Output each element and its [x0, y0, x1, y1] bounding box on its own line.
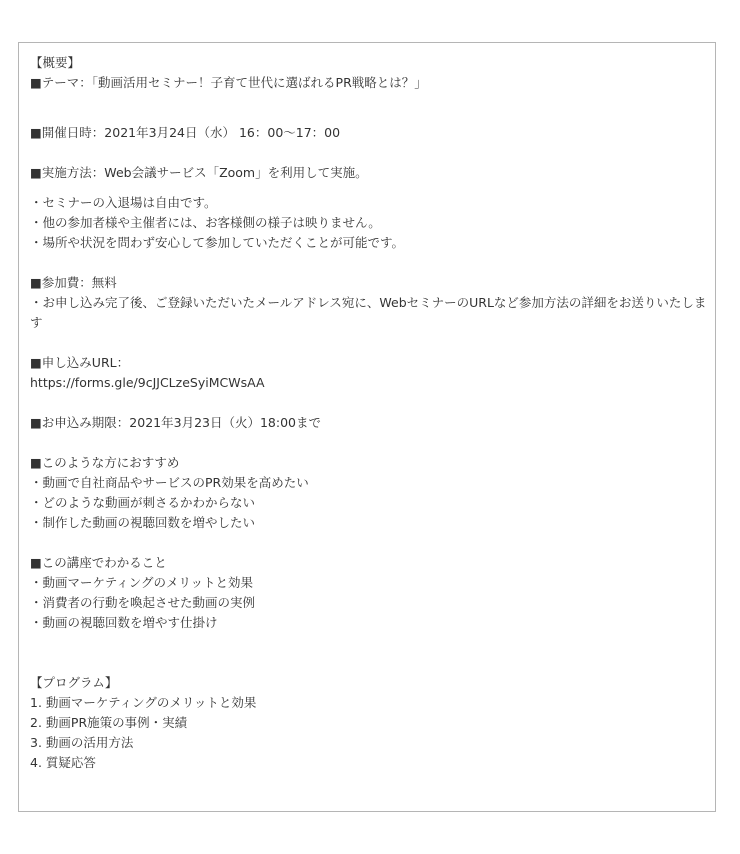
- registration-url-link[interactable]: https://forms.gle/9cJJCLzeSyiMCWsAA: [30, 375, 265, 390]
- overview-heading: 【概要】: [30, 55, 81, 70]
- method-bullet-2: ・他の参加者様や主催者には、お客様側の様子は映りません。: [30, 215, 381, 230]
- program-item-2: 2. 動画PR施策の事例・実績: [30, 715, 188, 730]
- document-frame: [18, 42, 716, 812]
- learn-bullet-3: ・動画の視聴回数を増やす仕掛け: [30, 615, 218, 630]
- program-item-4: 4. 質疑応答: [30, 755, 96, 770]
- fee-line: ■参加費：無料: [30, 275, 117, 290]
- learn-heading: ■この講座でわかること: [30, 555, 167, 570]
- recommend-heading: ■このような方におすすめ: [30, 455, 180, 470]
- recommend-bullet-2: ・どのような動画が刺さるかわからない: [30, 495, 256, 510]
- method-line: ■実施方法：Web会議サービス「Zoom」を利用して実施。: [30, 165, 368, 180]
- date-line: ■開催日時：2021年3月24日（水） 16：00〜17：00: [30, 125, 341, 140]
- recommend-bullet-1: ・動画で自社商品やサービスのPR効果を高めたい: [30, 475, 309, 490]
- deadline-line: ■お申込み期限：2021年3月23日（火）18:00まで: [30, 415, 322, 430]
- theme-line: ■テーマ：「動画活用セミナー！子育て世代に選ばれるPR戦略とは？」: [30, 75, 427, 90]
- program-item-1: 1. 動画マーケティングのメリットと効果: [30, 695, 257, 710]
- learn-bullet-1: ・動画マーケティングのメリットと効果: [30, 575, 254, 590]
- program-item-3: 3. 動画の活用方法: [30, 735, 134, 750]
- method-bullet-3: ・場所や状況を問わず安心して参加していただくことが可能です。: [30, 235, 405, 250]
- learn-bullet-2: ・消費者の行動を喚起させた動画の実例: [30, 595, 256, 610]
- url-label: ■申し込みURL：: [30, 355, 130, 370]
- program-heading: 【プログラム】: [30, 675, 118, 690]
- fee-bullet: ・お申し込み完了後、ご登録いただいたメールアドレス宛に、WebセミナーのURLなど参加方法の詳細をお送りいたします: [30, 295, 707, 330]
- method-bullet-1: ・セミナーの入退場は自由です。: [30, 195, 217, 210]
- recommend-bullet-3: ・制作した動画の視聴回数を増やしたい: [30, 515, 256, 530]
